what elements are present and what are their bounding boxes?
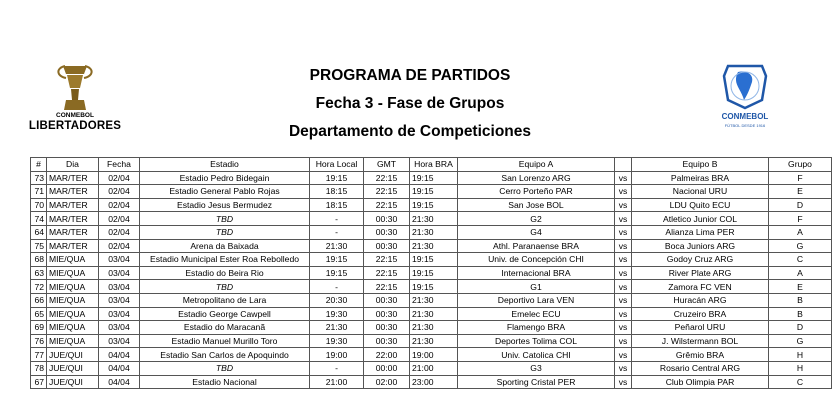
team-b: Nacional URU bbox=[632, 185, 769, 199]
match-date: 03/04 bbox=[99, 280, 140, 294]
table-row bbox=[31, 375, 832, 389]
stadium: TBD bbox=[140, 225, 310, 239]
match-day: MAR/TER bbox=[47, 225, 99, 239]
team-b: Grêmio BRA bbox=[632, 348, 769, 362]
match-day: MAR/TER bbox=[47, 239, 99, 253]
group: H bbox=[769, 361, 832, 375]
match-date: 03/04 bbox=[99, 293, 140, 307]
vs-separator: vs bbox=[615, 212, 632, 226]
team-a: San Jose BOL bbox=[458, 198, 615, 212]
gmt-time: 00:30 bbox=[364, 239, 410, 253]
bra-time: 23:00 bbox=[410, 375, 458, 389]
group: G bbox=[769, 334, 832, 348]
gmt-time: 22:15 bbox=[364, 253, 410, 267]
document-header bbox=[0, 0, 800, 150]
team-b: Zamora FC VEN bbox=[632, 280, 769, 294]
libertadores-logo bbox=[20, 62, 130, 142]
vs-separator: vs bbox=[615, 375, 632, 389]
match-number: 78 bbox=[31, 361, 47, 375]
vs-separator: vs bbox=[615, 334, 632, 348]
match-day: MIE/QUA bbox=[47, 293, 99, 307]
header-group: Grupo bbox=[769, 158, 832, 172]
gmt-time: 00:30 bbox=[364, 334, 410, 348]
bra-time: 19:15 bbox=[410, 280, 458, 294]
team-b: Cruzeiro BRA bbox=[632, 307, 769, 321]
match-date: 03/04 bbox=[99, 307, 140, 321]
team-b: Palmeiras BRA bbox=[632, 171, 769, 185]
continent-shield-icon bbox=[700, 60, 790, 110]
match-date: 02/04 bbox=[99, 171, 140, 185]
gmt-time: 22:00 bbox=[364, 348, 410, 362]
match-number: 72 bbox=[31, 280, 47, 294]
match-day: JUE/QUI bbox=[47, 375, 99, 389]
bra-time: 19:00 bbox=[410, 348, 458, 362]
match-date: 03/04 bbox=[99, 266, 140, 280]
match-day: MIE/QUA bbox=[47, 266, 99, 280]
vs-separator: vs bbox=[615, 361, 632, 375]
stadium: Estadio Manuel Murillo Toro bbox=[140, 334, 310, 348]
local-time: 19:00 bbox=[310, 348, 364, 362]
team-a: Internacional BRA bbox=[458, 266, 615, 280]
stadium: Estadio do Beira Rio bbox=[140, 266, 310, 280]
table-row bbox=[31, 171, 832, 185]
local-time: - bbox=[310, 212, 364, 226]
group: B bbox=[769, 307, 832, 321]
group: E bbox=[769, 185, 832, 199]
team-a: Emelec ECU bbox=[458, 307, 615, 321]
match-date: 02/04 bbox=[99, 185, 140, 199]
department-label: Departamento de Competiciones bbox=[288, 123, 532, 140]
bra-time: 21:30 bbox=[410, 212, 458, 226]
team-b: Godoy Cruz ARG bbox=[632, 253, 769, 267]
team-b: Peñarol URU bbox=[632, 321, 769, 335]
match-day: MIE/QUA bbox=[47, 280, 99, 294]
vs-separator: vs bbox=[615, 293, 632, 307]
header-number: # bbox=[31, 158, 47, 172]
team-a: San Lorenzo ARG bbox=[458, 171, 615, 185]
match-number: 63 bbox=[31, 266, 47, 280]
team-a: Flamengo BRA bbox=[458, 321, 615, 335]
team-a: Univ. Catolica CHI bbox=[458, 348, 615, 362]
gmt-time: 22:15 bbox=[364, 171, 410, 185]
match-number: 67 bbox=[31, 375, 47, 389]
vs-separator: vs bbox=[615, 198, 632, 212]
team-b: River Plate ARG bbox=[632, 266, 769, 280]
gmt-time: 22:15 bbox=[364, 280, 410, 294]
stadium: Estadio Municipal Ester Roa Rebolledo bbox=[140, 253, 310, 267]
bra-time: 21:00 bbox=[410, 361, 458, 375]
team-b: Club Olimpia PAR bbox=[632, 375, 769, 389]
header-bra-time: Hora BRA bbox=[410, 158, 458, 172]
local-time: 19:15 bbox=[310, 253, 364, 267]
team-a: G1 bbox=[458, 280, 615, 294]
table-row bbox=[31, 239, 832, 253]
fixtures-table bbox=[30, 157, 832, 389]
header-stadium: Estadio bbox=[140, 158, 310, 172]
stadium: Estadio San Carlos de Apoquindo bbox=[140, 348, 310, 362]
group: F bbox=[769, 171, 832, 185]
conmebol-small-label: CONMEBOL bbox=[56, 112, 94, 119]
bra-time: 21:30 bbox=[410, 225, 458, 239]
match-date: 02/04 bbox=[99, 225, 140, 239]
group: C bbox=[769, 375, 832, 389]
group: E bbox=[769, 280, 832, 294]
match-number: 68 bbox=[31, 253, 47, 267]
match-day: MAR/TER bbox=[47, 171, 99, 185]
vs-separator: vs bbox=[615, 253, 632, 267]
table-row bbox=[31, 253, 832, 267]
bra-time: 21:30 bbox=[410, 334, 458, 348]
vs-separator: vs bbox=[615, 280, 632, 294]
table-row bbox=[31, 307, 832, 321]
local-time: 19:30 bbox=[310, 307, 364, 321]
match-date: 02/04 bbox=[99, 239, 140, 253]
team-b: Rosario Central ARG bbox=[632, 361, 769, 375]
team-b: Boca Juniors ARG bbox=[632, 239, 769, 253]
group: F bbox=[769, 212, 832, 226]
group: A bbox=[769, 225, 832, 239]
group: G bbox=[769, 239, 832, 253]
match-number: 76 bbox=[31, 334, 47, 348]
bra-time: 19:15 bbox=[410, 253, 458, 267]
conmebol-label: CONMEBOL bbox=[721, 112, 769, 121]
match-day: MAR/TER bbox=[47, 198, 99, 212]
team-b: LDU Quito ECU bbox=[632, 198, 769, 212]
gmt-time: 22:15 bbox=[364, 198, 410, 212]
match-number: 74 bbox=[31, 212, 47, 226]
gmt-time: 22:15 bbox=[364, 185, 410, 199]
stadium: Arena da Baixada bbox=[140, 239, 310, 253]
header-local-time: Hora Local bbox=[310, 158, 364, 172]
header-team-a: Equipo A bbox=[458, 158, 615, 172]
table-header-row bbox=[31, 158, 832, 172]
team-a: G3 bbox=[458, 361, 615, 375]
bra-time: 21:30 bbox=[410, 239, 458, 253]
match-number: 66 bbox=[31, 293, 47, 307]
match-date: 03/04 bbox=[99, 253, 140, 267]
match-number: 65 bbox=[31, 307, 47, 321]
vs-separator: vs bbox=[615, 171, 632, 185]
header-vs bbox=[615, 158, 632, 172]
stadium: Estadio George Cawpell bbox=[140, 307, 310, 321]
bra-time: 21:30 bbox=[410, 321, 458, 335]
table-row bbox=[31, 198, 832, 212]
document-title: PROGRAMA DE PARTIDOS bbox=[309, 67, 511, 84]
conmebol-tagline: FÚTBOL DESDE 1916 bbox=[724, 123, 766, 128]
gmt-time: 00:30 bbox=[364, 307, 410, 321]
match-day: MAR/TER bbox=[47, 212, 99, 226]
group: B bbox=[769, 293, 832, 307]
stadium: Metropolitano de Lara bbox=[140, 293, 310, 307]
stadium: TBD bbox=[140, 361, 310, 375]
match-day: MIE/QUA bbox=[47, 334, 99, 348]
table-row bbox=[31, 348, 832, 362]
local-time: 21:30 bbox=[310, 321, 364, 335]
local-time: 19:30 bbox=[310, 334, 364, 348]
gmt-time: 00:00 bbox=[364, 361, 410, 375]
local-time: 20:30 bbox=[310, 293, 364, 307]
match-number: 73 bbox=[31, 171, 47, 185]
team-b: J. Wilstermann BOL bbox=[632, 334, 769, 348]
vs-separator: vs bbox=[615, 348, 632, 362]
libertadores-label: LIBERTADORES bbox=[28, 120, 122, 132]
local-time: - bbox=[310, 280, 364, 294]
match-number: 71 bbox=[31, 185, 47, 199]
header-team-b: Equipo B bbox=[632, 158, 769, 172]
match-date: 02/04 bbox=[99, 212, 140, 226]
team-a: Athl. Paranaense BRA bbox=[458, 239, 615, 253]
vs-separator: vs bbox=[615, 239, 632, 253]
match-date: 03/04 bbox=[99, 321, 140, 335]
local-time: 19:15 bbox=[310, 266, 364, 280]
local-time: - bbox=[310, 225, 364, 239]
team-b: Atletico Junior COL bbox=[632, 212, 769, 226]
team-a: Univ. de Concepción CHI bbox=[458, 253, 615, 267]
vs-separator: vs bbox=[615, 266, 632, 280]
stadium: Estadio General Pablo Rojas bbox=[140, 185, 310, 199]
bra-time: 21:30 bbox=[410, 293, 458, 307]
match-number: 75 bbox=[31, 239, 47, 253]
local-time: 21:30 bbox=[310, 239, 364, 253]
local-time: 18:15 bbox=[310, 198, 364, 212]
table-row bbox=[31, 361, 832, 375]
group: C bbox=[769, 253, 832, 267]
match-date: 03/04 bbox=[99, 334, 140, 348]
match-date: 04/04 bbox=[99, 361, 140, 375]
team-a: Sporting Cristal PER bbox=[458, 375, 615, 389]
table-row bbox=[31, 212, 832, 226]
match-day: JUE/QUI bbox=[47, 361, 99, 375]
bra-time: 19:15 bbox=[410, 198, 458, 212]
match-day: MAR/TER bbox=[47, 185, 99, 199]
local-time: - bbox=[310, 361, 364, 375]
gmt-time: 00:30 bbox=[364, 293, 410, 307]
team-a: G2 bbox=[458, 212, 615, 226]
local-time: 21:00 bbox=[310, 375, 364, 389]
vs-separator: vs bbox=[615, 225, 632, 239]
gmt-time: 02:00 bbox=[364, 375, 410, 389]
header-date: Fecha bbox=[99, 158, 140, 172]
match-day: MIE/QUA bbox=[47, 253, 99, 267]
gmt-time: 22:15 bbox=[364, 266, 410, 280]
vs-separator: vs bbox=[615, 185, 632, 199]
bra-time: 19:15 bbox=[410, 185, 458, 199]
bra-time: 21:30 bbox=[410, 307, 458, 321]
header-gmt: GMT bbox=[364, 158, 410, 172]
match-date: 04/04 bbox=[99, 375, 140, 389]
match-number: 69 bbox=[31, 321, 47, 335]
gmt-time: 00:30 bbox=[364, 225, 410, 239]
conmebol-logo bbox=[700, 60, 790, 140]
match-number: 64 bbox=[31, 225, 47, 239]
stadium: Estadio Nacional bbox=[140, 375, 310, 389]
group: D bbox=[769, 198, 832, 212]
table-row bbox=[31, 293, 832, 307]
bra-time: 19:15 bbox=[410, 266, 458, 280]
match-day: MIE/QUA bbox=[47, 321, 99, 335]
team-a: G4 bbox=[458, 225, 615, 239]
table-row bbox=[31, 334, 832, 348]
team-b: Huracán ARG bbox=[632, 293, 769, 307]
match-date: 02/04 bbox=[99, 198, 140, 212]
stadium: Estadio do Maracanã bbox=[140, 321, 310, 335]
team-a: Cerro Porteño PAR bbox=[458, 185, 615, 199]
stadium: Estadio Pedro Bidegain bbox=[140, 171, 310, 185]
table-row bbox=[31, 225, 832, 239]
gmt-time: 00:30 bbox=[364, 212, 410, 226]
team-a: Deportivo Lara VEN bbox=[458, 293, 615, 307]
stadium: TBD bbox=[140, 280, 310, 294]
team-a: Deportes Tolima COL bbox=[458, 334, 615, 348]
title-block bbox=[200, 62, 620, 146]
table-row bbox=[31, 185, 832, 199]
table-row bbox=[31, 280, 832, 294]
match-number: 77 bbox=[31, 348, 47, 362]
vs-separator: vs bbox=[615, 321, 632, 335]
document-subtitle: Fecha 3 - Fase de Grupos bbox=[315, 95, 505, 112]
group: H bbox=[769, 348, 832, 362]
table-row bbox=[31, 266, 832, 280]
group: A bbox=[769, 266, 832, 280]
stadium: Estadio Jesus Bermudez bbox=[140, 198, 310, 212]
table-row bbox=[31, 321, 832, 335]
bra-time: 19:15 bbox=[410, 171, 458, 185]
header-day: Dia bbox=[47, 158, 99, 172]
table-body bbox=[31, 171, 832, 389]
vs-separator: vs bbox=[615, 307, 632, 321]
local-time: 19:15 bbox=[310, 171, 364, 185]
team-b: Alianza Lima PER bbox=[632, 225, 769, 239]
match-day: JUE/QUI bbox=[47, 348, 99, 362]
match-day: MIE/QUA bbox=[47, 307, 99, 321]
match-number: 70 bbox=[31, 198, 47, 212]
gmt-time: 00:30 bbox=[364, 321, 410, 335]
local-time: 18:15 bbox=[310, 185, 364, 199]
match-date: 04/04 bbox=[99, 348, 140, 362]
stadium: TBD bbox=[140, 212, 310, 226]
group: D bbox=[769, 321, 832, 335]
